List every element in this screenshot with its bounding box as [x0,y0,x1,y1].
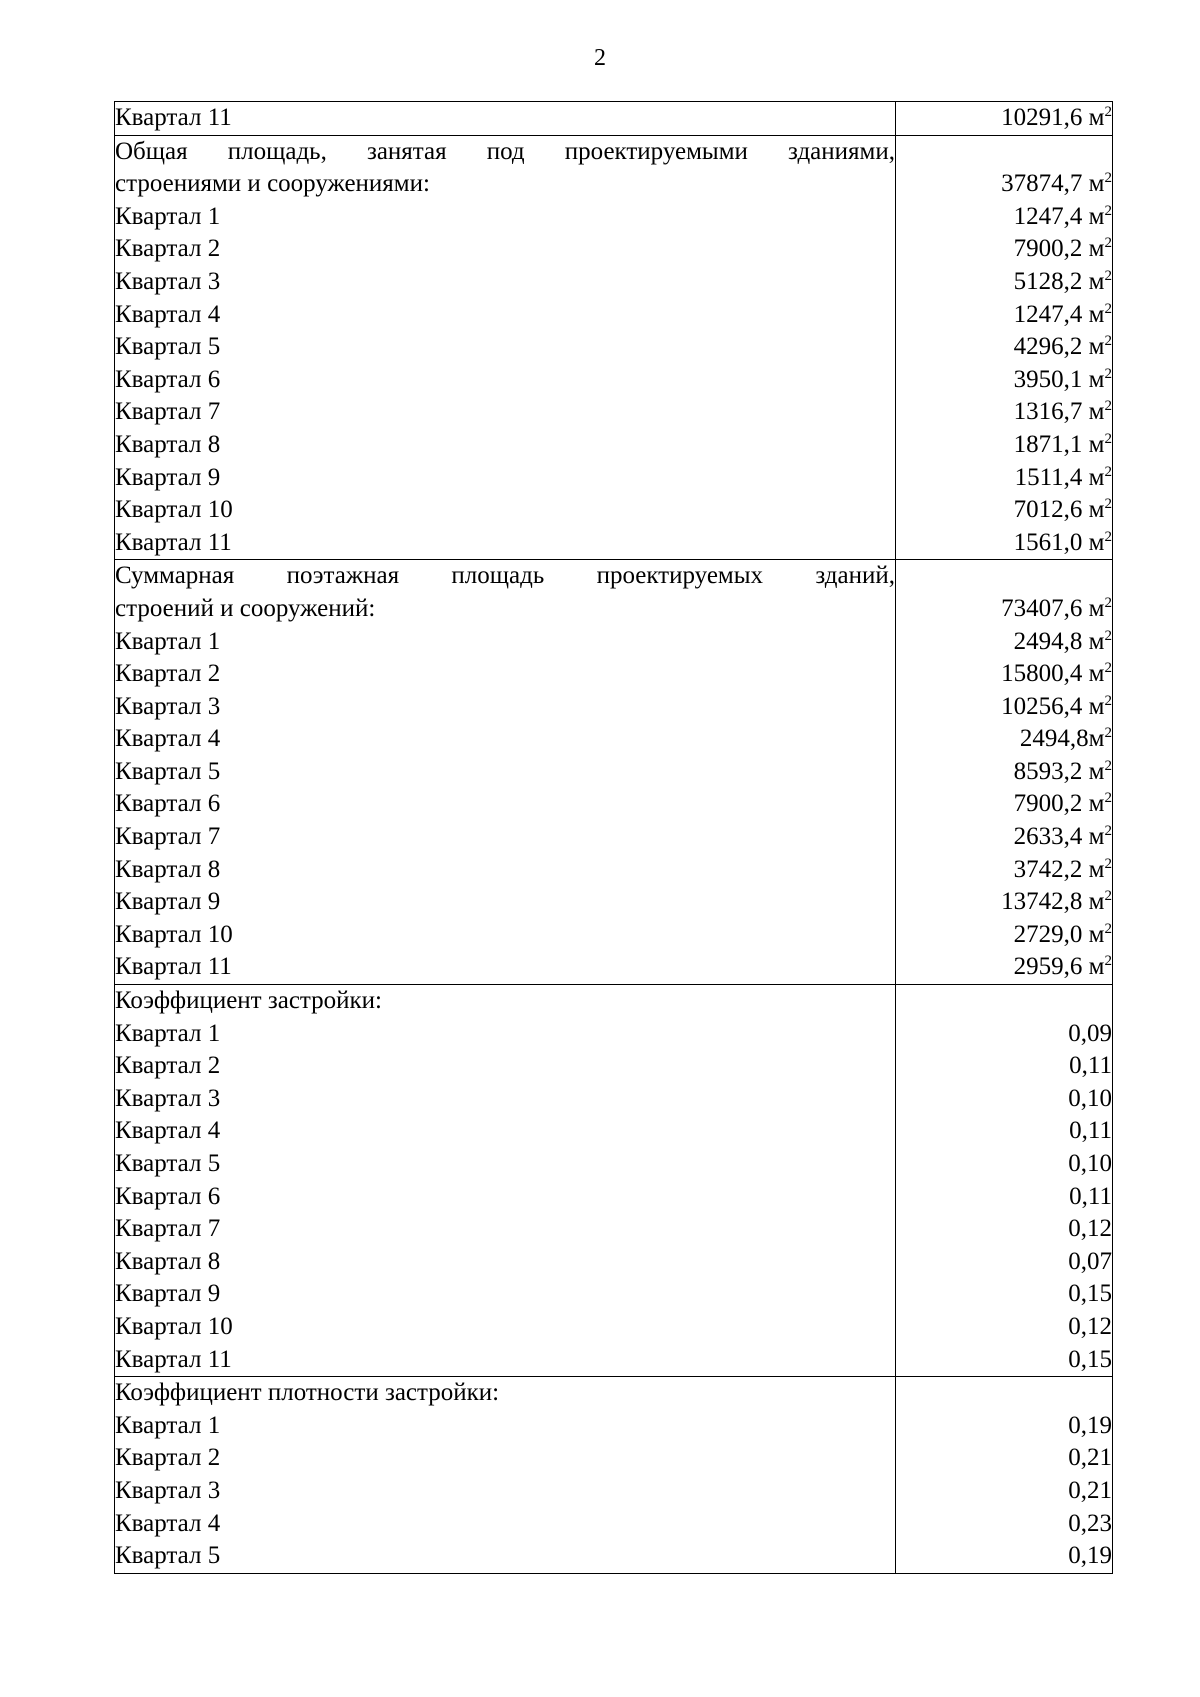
row-label: Квартал 4 [115,1117,221,1145]
row-label: Квартал 8 [115,1247,221,1275]
row-value: 7900,2 $м^2$ [1013,790,1112,818]
row-value: 10256,4 $м^2$ [1001,692,1112,720]
table-section-row [115,135,1113,560]
row-label: Квартал 3 [115,1084,221,1112]
row-label: Квартал 9 [115,888,221,916]
value-cell [896,560,1113,985]
row-label: Квартал 4 [115,300,221,328]
label-cell [115,102,896,136]
row-value: 0,09 [1068,1019,1112,1047]
row-value: 0,15 [1068,1280,1112,1308]
row-label: Квартал 1 [115,1019,221,1047]
label-cell [115,1377,896,1574]
row-label: Квартал 3 [115,692,221,720]
row-label: Квартал 8 [115,855,221,883]
row-value: 2494,8 $м^2$ [1013,627,1112,655]
row-label: Квартал 7 [115,823,221,851]
section-heading-line: Общая площадь, занятая под проектируемыми зданиями, [115,137,895,165]
row-label: Квартал 6 [115,790,221,818]
row-value: $2494,8м^2$ [1019,725,1112,753]
row-value: 0,07 [1068,1247,1112,1275]
row-label: Квартал 11 [115,1345,232,1373]
row-value: 15800,4 $м^2$ [1001,660,1112,688]
row-value: 0,19 [1068,1542,1112,1570]
row-value: 5128,2 $м^2$ [1013,267,1112,295]
row-value: 1316,7 $м^2$ [1013,398,1112,426]
table-section-row [115,102,1113,136]
section-heading-line: Суммарная поэтажная площадь проектируемых зданий, [115,562,895,590]
row-value: 0,15 [1068,1345,1112,1373]
row-label: Квартал 1 [115,627,221,655]
row-value: 2729,0 $м^2$ [1013,920,1112,948]
row-label: Квартал 11 [115,953,232,981]
row-value: 0,11 [1069,1117,1112,1145]
row-value: 0,21 [1068,1444,1112,1472]
row-label: Квартал 1 [115,202,221,230]
row-label: Квартал 10 [115,920,233,948]
row-value: 2633,4 $м^2$ [1013,823,1112,851]
page-number: 2 [594,45,606,71]
row-value: 1247,4 $м^2$ [1013,300,1112,328]
row-value: 1511,4 $м^2$ [1014,463,1112,491]
row-value: 1871,1 $м^2$ [1013,430,1112,458]
row-label: Квартал 5 [115,757,221,785]
row-value: 3742,2 $м^2$ [1013,855,1112,883]
row-value: 7900,2 $м^2$ [1013,235,1112,263]
label-cell [115,135,896,560]
row-value: 13742,8 $м^2$ [1001,888,1112,916]
row-value: 0,10 [1068,1150,1112,1177]
row-label: Квартал 2 [115,235,221,263]
row-label: Квартал 11 [115,104,232,131]
row-value: 0,12 [1068,1312,1112,1340]
row-label: Квартал 9 [115,1280,221,1308]
row-label: Квартал 5 [115,1542,221,1570]
row-value: 1561,0 $м^2$ [1013,528,1112,556]
row-value: 0,23 [1068,1509,1112,1537]
row-value: 3950,1 $м^2$ [1013,365,1112,393]
row-label: Квартал 10 [115,496,233,524]
value-cell [896,135,1113,560]
row-value: 7012,6 $м^2$ [1013,496,1112,524]
row-label: Квартал 5 [115,333,221,361]
section-heading-line: Коэффициент застройки: [115,987,383,1015]
value-cell [896,102,1113,136]
row-label: Квартал 11 [115,528,232,556]
row-value: 0,10 [1068,1084,1112,1112]
row-label: Квартал 10 [115,1312,233,1340]
row-label: Квартал 9 [115,463,221,491]
row-label: Квартал 2 [115,660,221,688]
section-total: 73407,6 $м^2$ [1001,594,1112,622]
row-value: 0,19 [1068,1411,1112,1439]
row-label: Квартал 6 [115,365,221,393]
row-label: Квартал 2 [115,1052,221,1080]
row-label: Квартал 7 [115,1215,221,1243]
label-cell [115,560,896,985]
section-heading-line: строений и сооружений: [115,594,376,622]
row-value: 10291,6 $м^2$ [1001,104,1112,131]
section-total: 37874,7 $м^2$ [1001,170,1112,198]
row-label: Квартал 8 [115,430,221,458]
row-label: Квартал 6 [115,1182,221,1210]
section-heading-line: Коэффициент плотности застройки: [115,1379,500,1407]
row-value: 0,21 [1068,1476,1112,1504]
row-value: 0,11 [1069,1052,1112,1080]
section-heading-line: строениями и сооружениями: [115,170,430,198]
row-label: Квартал 3 [115,267,221,295]
row-label: Квартал 3 [115,1476,221,1504]
table-section-row [115,985,1113,1377]
row-value: 8593,2 $м^2$ [1013,757,1112,785]
indicators-table [114,101,1113,1574]
table-section-row [115,1377,1113,1574]
row-label: Квартал 1 [115,1411,221,1439]
row-label: Квартал 4 [115,1509,221,1537]
row-value: 1247,4 $м^2$ [1013,202,1112,230]
row-value: 0,11 [1069,1182,1112,1210]
row-value: 0,12 [1068,1215,1112,1243]
row-value: 4296,2 $м^2$ [1013,333,1112,361]
row-label: Квартал 4 [115,725,221,753]
row-label: Квартал 5 [115,1150,221,1177]
value-cell [896,985,1113,1377]
row-value: 2959,6 $м^2$ [1013,953,1112,981]
row-label: Квартал 2 [115,1444,221,1472]
label-cell [115,985,896,1377]
table-section-row [115,560,1113,985]
value-cell [896,1377,1113,1574]
row-label: Квартал 7 [115,398,221,426]
